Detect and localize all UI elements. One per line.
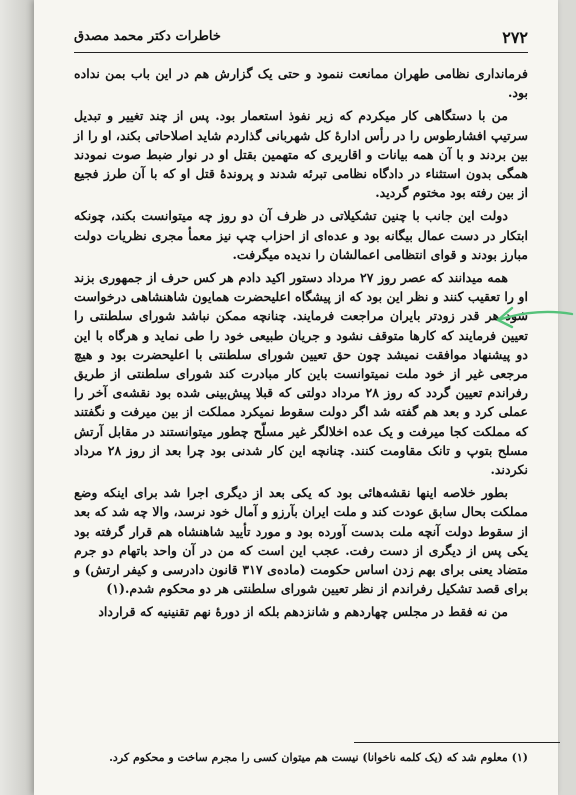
page-body [74, 64, 528, 626]
running-title: خاطرات دکتر محمد مصدق [74, 29, 221, 44]
page-header [74, 26, 528, 53]
page-gutter [0, 0, 34, 795]
paragraph-5: بطور خلاصه اینها نقشه‌هائی بود که یکی بعد از دیگری اجرا شد برای اینکه وضع مملکت بحال سابق عودت کند و ملت ایران بآرزو و آمال خود نرسد، والا چه شد که بعد از سقوط دولت آنچه ملت بدست آورده بود و مورد تأیید شاهنشاه هم قرار گرفته بود یکی پس از دیگری از دست رفت. عجب این است که من در آن واحد باتهام دو جرم متضاد یعنی برای بهم زدن اساس حکومت (ماده‌ی ۳۱۷ قانون دادرسی و کیفر ارتش) و برای قصد تشکیل رفراندم از نظر تعیین شورای سلطنتی هر دو محکوم شدم.(۱) [74, 485, 529, 597]
paragraph-1: فرمانداری نظامی طهران ممانعت ننمود و حتی یک گزارش هم در این باب بمن نداده بود. [74, 66, 528, 101]
book-page [34, 0, 558, 795]
hand-drawn-arrow-icon [488, 300, 574, 330]
paragraph-3: دولت این جانب با چنین تشکیلاتی در ظرف آن دو روز چه میتوانست بکند، چونکه ابتکار در دست عمال بیگانه بود و عده‌ای از احزاب چپ نیز معمأ مجری نظریات دولت مبارز بودند و قوای انتظامی اعمالشان را ندیده میگرفت. [74, 208, 528, 262]
paragraph-6: من نه فقط در مجلس چهاردهم و شانزدهم بلکه از دورهٔ نهم تقنینیه که قرارداد [98, 604, 508, 620]
footnote-divider [354, 742, 560, 743]
paragraph-2: من با دستگاهی کار میکردم که زیر نفوذ استعمار بود. پس از چند تغییر و تبدیل سرتیپ افشارطوس را در رأس ادارهٔ کل شهربانی گذاردم شاید اصلاحاتی بکند، او را از بین بردند و با آن همه بیانات و اقاریری که متهمین بقتل او در نوار ضبط صوت نمودند همگی بدون استثناء در دادگاه نظامی تبرئه شدند و پروندهٔ قتل او که با آن طرز فجیع از بین رفته بود مختوم گردید. [74, 108, 528, 201]
page-number: ۲۷۲ [502, 28, 528, 47]
footnote: (۱) معلوم شد که (یک کلمه ناخوانا) نیست هم میتوان کسی را مجرم ساخت و محکوم کرد. [109, 751, 528, 764]
paragraph-4: همه میدانند که عصر روز ۲۷ مرداد دستور اکید دادم هر کس حرف از جمهوری بزند او را تعقیب کنند و نظر این بود که از پیشگاه اعلیحضرت همایون شاهنشاهی درخواست شود هر قدر زودتر بایران مراجعت فرمایند. چنانچه ممکن نباشد شورای سلطنتی را تعیین فرمایند که کارها متوقف نشود و جریان طبیعی خود را طی نماید و هرگاه با این دو پیشنهاد موافقت نمیشد چون حق تعیین شورای سلطنتی با اعلیحضرت بود و هیچ مرجعی غیر از خود ملت نمیتوانست باین کار مبادرت کند شورای سلطنتی از طریق رفراندم تعیین گردد که روز ۲۸ مرداد دولتی که قبلا پیش‌بینی شده بود نقشه‌ی آخر را عملی کرد و بعد هم گفته شد اگر دولت سقوط نمیکرد مملکت از بین میرفت و نگفتند که مملکت کجا میرفت و یک عده اخلالگر غیر مسلّح چطور میتوانستند در مقابل آرتش مسلح بتوپ و تانک مقاومت کنند. چنانچه این کار شدنی بود چرا بعد از روز ۲۸ مرداد نکردند. [74, 270, 529, 478]
